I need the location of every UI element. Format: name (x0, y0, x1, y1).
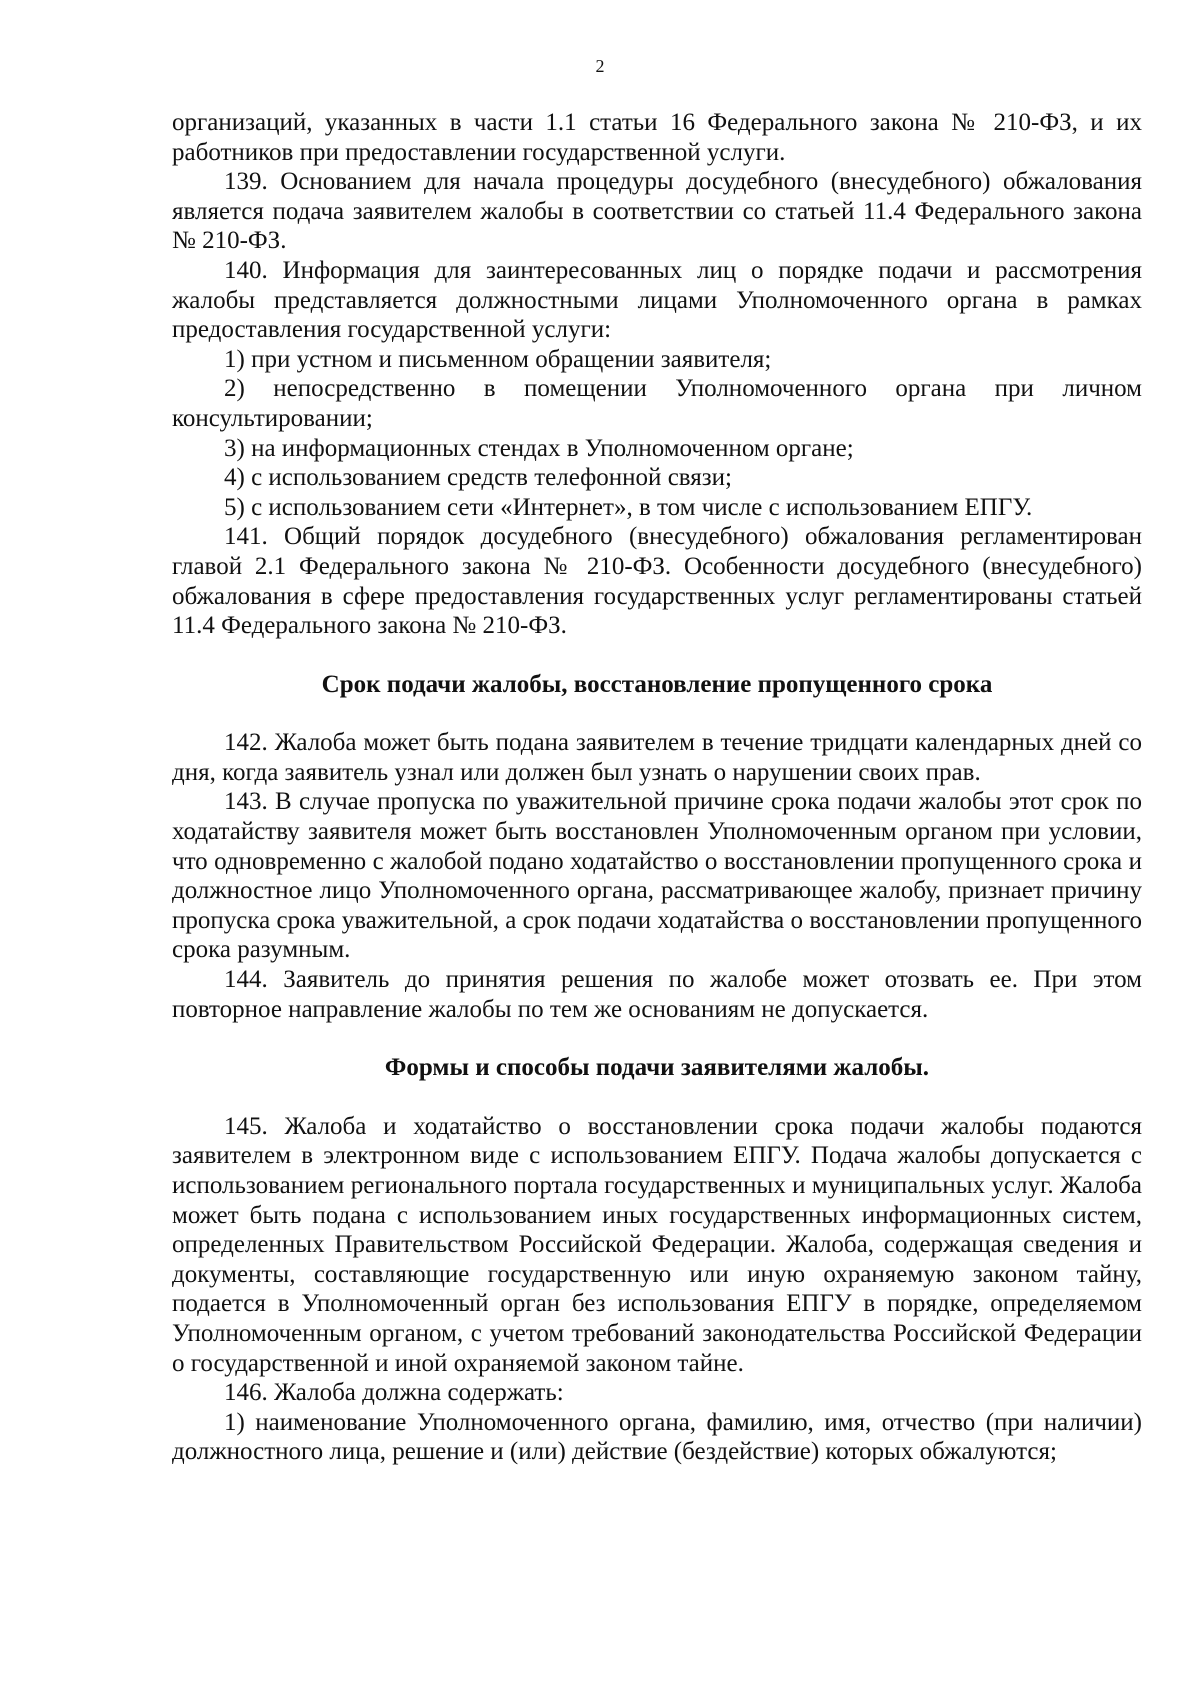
section-heading-deadline: Срок подачи жалобы, восстановление пропущенного срока (321, 670, 993, 698)
spacer (172, 1024, 1142, 1053)
paragraph-continuation: организаций, указанных в части 1.1 статьи 16 Федерального закона № 210-ФЗ, и их работников при предоставлении государственной услуги. (172, 109, 1142, 166)
paragraph-145: 145. Жалоба и ходатайство о восстановлении срока подачи жалобы подаются заявителем в электронном виде с использованием ЕПГУ. Подача жалобы допускается с использованием регионального портала государственных и муниципальных услуг. Жалоба может быть подана с использованием иных государственных информационных систем, определенных Правительством Российской Федерации. Жалоба, содержащая сведения и документы, составляющие государственную или иную охраняемую законом тайну, подается в Уполномоченный орган без использования ЕПГУ в порядке, определяемом Уполномоченным органом, с учетом требований законодательства Российской Федерации о государственной и иной охраняемой законом тайне. (172, 1112, 1142, 1377)
paragraph-142: 142. Жалоба может быть подана заявителем в течение тридцати календарных дней со дня, когда заявитель узнал или должен был узнать о нарушении своих прав. (172, 729, 1142, 786)
spacer (172, 641, 1142, 670)
section-heading-forms: Формы и способы подачи заявителями жалобы. (384, 1054, 930, 1082)
list-item-140-3: 3) на информационных стендах в Уполномоченном органе; (224, 434, 854, 462)
list-item-140-2: 2) непосредственно в помещении Уполномоченного органа при личном консультировании; (172, 375, 1142, 432)
paragraph-143: 143. В случае пропуска по уважительной причине срока подачи жалобы этот срок по ходатайству заявителя может быть восстановлен Уполномоченным органом при условии, что одновременно с жалобой подано ходатайство о восстановлении пропущенного срока и должностное лицо Уполномоченного органа, рассматривающее жалобу, признает причину пропуска срока уважительной, а срок подачи ходатайства о восстановлении пропущенного срока разумным. (172, 788, 1142, 964)
spacer (172, 699, 1142, 728)
spacer (172, 1083, 1142, 1112)
list-item-140-4: 4) с использованием средств телефонной связи; (224, 464, 732, 492)
page-number: 2 (595, 56, 605, 76)
paragraph-139: 139. Основанием для начала процедуры досудебного (внесудебного) обжалования является подача заявителем жалобы в соответствии со статьей 11.4 Федерального закона № 210-ФЗ. (172, 168, 1142, 255)
paragraph-141: 141. Общий порядок досудебного (внесудебного) обжалования регламентирован главой 2.1 Федерального закона № 210-ФЗ. Особенности досудебного (внесудебного) обжалования в сфере предоставления государственных услуг регламентированы статьей 11.4 Федерального закона № 210-ФЗ. (172, 523, 1142, 640)
paragraph-144: 144. Заявитель до принятия решения по жалобе может отозвать ее. При этом повторное направление жалобы по тем же основаниям не допускается. (172, 966, 1142, 1023)
paragraph-140: 140. Информация для заинтересованных лиц о порядке подачи и рассмотрения жалобы представляется должностными лицами Уполномоченного органа в рамках предоставления государственной услуги: (172, 256, 1142, 344)
list-item-140-5: 5) с использованием сети «Интернет», в том числе с использованием ЕПГУ. (224, 493, 1033, 521)
paragraph-146: 146. Жалоба должна содержать: (224, 1379, 564, 1407)
list-item-140-1: 1) при устном и письменном обращении заявителя; (224, 345, 772, 373)
list-item-146-1: 1) наименование Уполномоченного органа, фамилию, имя, отчество (при наличии) должностного лица, решение и (или) действие (бездействие) которых обжалуются; (172, 1408, 1142, 1466)
document-body (172, 108, 1142, 1467)
